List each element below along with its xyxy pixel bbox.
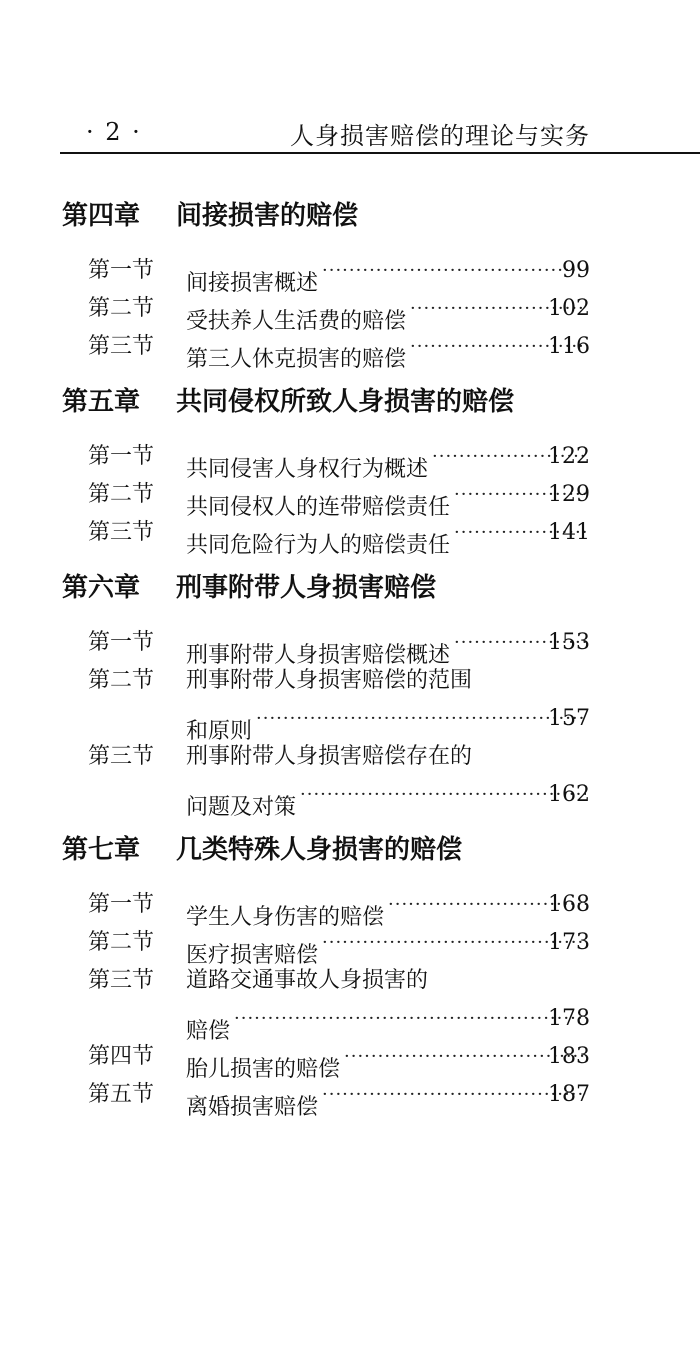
toc-chapter [0, 562, 700, 824]
dot-leader [322, 924, 586, 962]
toc-entry-line [0, 924, 700, 968]
section-number: 第二节 [88, 668, 155, 693]
dot-leader [322, 252, 586, 290]
section-title: 刑事附带人身损害赔偿概述 [186, 643, 451, 668]
toc-entry[interactable] [0, 924, 700, 968]
section-title-with-leader [186, 776, 586, 827]
section-number: 第二节 [88, 930, 155, 955]
page-ref: 183 [548, 1044, 590, 1069]
toc-entry-line [0, 662, 700, 700]
toc-entry[interactable] [0, 514, 700, 558]
toc-entry[interactable] [0, 328, 700, 372]
book-title: 人身损害赔偿的理论与实务 [290, 122, 590, 150]
toc-entry[interactable] [0, 252, 700, 296]
section-title-with-leader [186, 514, 586, 565]
toc-entry-line [0, 624, 700, 668]
page-ref: 162 [548, 782, 590, 807]
section-number: 第三节 [88, 520, 155, 545]
section-title: 共同危险行为人的赔偿责任 [186, 533, 451, 558]
section-title: 道路交通事故人身损害的 [186, 968, 429, 993]
toc-entry-line [0, 962, 700, 1000]
dot-leader [234, 1000, 586, 1038]
section-title-with-leader [186, 1076, 586, 1127]
chapter-heading[interactable] [0, 562, 700, 614]
section-number: 第三节 [88, 968, 155, 993]
section-number: 第四节 [88, 1044, 155, 1069]
dot-leader [256, 700, 586, 738]
section-title: 共同侵害人身权行为概述 [186, 457, 429, 482]
section-title: 和原则 [186, 719, 253, 744]
dot-leader [322, 1076, 586, 1114]
chapter-title: 共同侵权所致人身损害的赔偿 [176, 387, 515, 417]
chapter-spacer [0, 428, 700, 438]
section-number: 第二节 [88, 482, 155, 507]
section-title: 胎儿损害的赔偿 [186, 1057, 341, 1082]
section-number: 第五节 [88, 1082, 155, 1107]
section-number: 第三节 [88, 744, 155, 769]
toc-entry-line [0, 438, 700, 482]
toc-entry-line [0, 886, 700, 930]
page-ref: 178 [548, 1006, 590, 1031]
toc-entry-line [0, 738, 700, 776]
page-ref: 99 [562, 258, 590, 283]
toc-entry-line [0, 1076, 700, 1120]
page-ref: 157 [548, 706, 590, 731]
toc-entry-line [0, 776, 700, 820]
section-title-with-leader [186, 328, 586, 379]
section-number: 第一节 [88, 892, 155, 917]
toc-entry-line [0, 476, 700, 520]
section-title: 问题及对策 [186, 795, 297, 820]
toc-chapter [0, 190, 700, 376]
page-ref: 153 [548, 630, 590, 655]
section-title: 赔偿 [186, 1019, 231, 1044]
chapter-number: 第四章 [62, 201, 141, 231]
chapter-spacer [0, 614, 700, 624]
toc-entry[interactable] [0, 738, 700, 820]
header-rule [60, 152, 700, 154]
toc-entry[interactable] [0, 290, 700, 334]
page-ref: 102 [548, 296, 590, 321]
chapter-title: 刑事附带人身损害赔偿 [176, 573, 437, 603]
section-title: 共同侵权人的连带赔偿责任 [186, 495, 451, 520]
section-title: 刑事附带人身损害赔偿存在的 [186, 744, 473, 769]
section-number: 第一节 [88, 258, 155, 283]
page-ref: 168 [548, 892, 590, 917]
dot-leader [300, 776, 586, 814]
chapter-number: 第六章 [62, 573, 141, 603]
page-ref: 141 [548, 520, 590, 545]
chapter-title: 几类特殊人身损害的赔偿 [176, 835, 463, 865]
section-number: 第三节 [88, 334, 155, 359]
toc-chapter [0, 824, 700, 1124]
section-title: 第三人休克损害的赔偿 [186, 347, 407, 372]
toc-entry-line [0, 290, 700, 334]
toc-entry[interactable] [0, 624, 700, 668]
section-title: 受扶养人生活费的赔偿 [186, 309, 407, 334]
toc-entry[interactable] [0, 886, 700, 930]
toc-entry-line [0, 700, 700, 744]
toc-entry[interactable] [0, 476, 700, 520]
chapter-heading[interactable] [0, 376, 700, 428]
toc-entry-line [0, 252, 700, 296]
chapter-number: 第五章 [62, 387, 141, 417]
chapter-spacer [0, 876, 700, 886]
chapter-heading[interactable] [0, 824, 700, 876]
chapter-spacer [0, 242, 700, 252]
running-header [0, 108, 700, 154]
section-title: 离婚损害赔偿 [186, 1095, 319, 1120]
toc-entry-line [0, 514, 700, 558]
toc-entry[interactable] [0, 1076, 700, 1120]
chapter-title: 间接损害的赔偿 [176, 201, 359, 231]
page-ref: 187 [548, 1082, 590, 1107]
section-title: 学生人身伤害的赔偿 [186, 905, 385, 930]
toc-entry[interactable] [0, 1038, 700, 1082]
section-title: 间接损害概述 [186, 271, 319, 296]
page-ref: 122 [548, 444, 590, 469]
section-title: 医疗损害赔偿 [186, 943, 319, 968]
page-ref: 116 [548, 334, 590, 359]
toc-entry-line [0, 1000, 700, 1044]
toc-entry[interactable] [0, 962, 700, 1044]
section-number: 第一节 [88, 444, 155, 469]
section-title: 刑事附带人身损害赔偿的范围 [186, 668, 473, 693]
page-ref: 173 [548, 930, 590, 955]
chapter-heading[interactable] [0, 190, 700, 242]
table-of-contents [0, 190, 700, 1124]
page-ref: 129 [548, 482, 590, 507]
toc-entry[interactable] [0, 438, 700, 482]
toc-entry-line [0, 328, 700, 372]
toc-entry[interactable] [0, 662, 700, 744]
chapter-number: 第七章 [62, 835, 141, 865]
toc-chapter [0, 376, 700, 562]
page-number: · 2 · [86, 118, 142, 146]
toc-entry-line [0, 1038, 700, 1082]
section-number: 第一节 [88, 630, 155, 655]
section-number: 第二节 [88, 296, 155, 321]
